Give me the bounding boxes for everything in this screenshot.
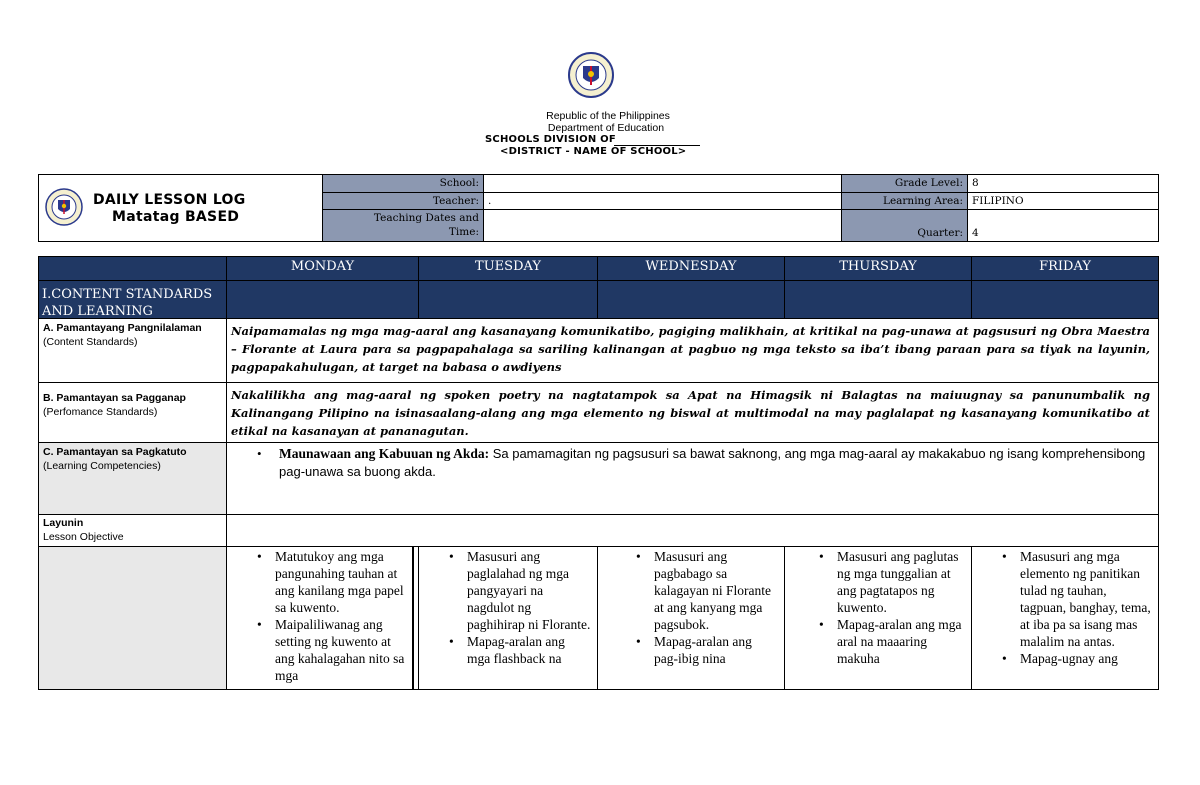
row-label-bold: A. Pamantayang Pangnilalaman — [43, 322, 202, 334]
objectives-label-cell — [39, 547, 227, 689]
teaching-dates-field[interactable] — [484, 210, 842, 241]
section-cell-friday — [972, 281, 1158, 319]
objective-item: • Mapag-ugnay ang — [998, 650, 1154, 667]
country-line: Republic of the Philippines — [546, 110, 670, 122]
section-content-standards — [39, 281, 227, 319]
objective-item: • Mapag-aralan ang mga aral na maaaring makuha — [815, 616, 965, 667]
objective-item: • Maipaliliwanag ang setting ng kuwento at ang kahalagahan nito sa mga — [253, 616, 406, 684]
competency-text: Sa pamamagitan ng pagsusuri sa bawat saknong, ang mga mag-aaral ay makakabuo ng isang komprehensibong pag-unawa sa buong akda. — [279, 446, 1146, 479]
objective-item: • Mapag-aralan ang mga flashback na — [445, 633, 591, 667]
objectives-list-friday — [998, 548, 1154, 667]
quarter-label: Quarter: — [842, 210, 968, 241]
section-title-line1: I.CONTENT STANDARDS — [42, 287, 213, 302]
day-header-thursday: THURSDAY — [785, 257, 972, 281]
row-label-performance-standards — [39, 383, 227, 443]
objective-item: • Masusuri ang pagbabago sa kalagayan ni Florante at ang kanyang mga pagsubok. — [632, 548, 778, 633]
school-label: School: — [323, 175, 484, 193]
lesson-objective-cell — [227, 515, 1158, 547]
objectives-tuesday — [419, 547, 598, 689]
teaching-dates-label — [323, 210, 484, 241]
objective-item: • Mapag-aralan ang pag-ibig nina — [632, 633, 778, 667]
competency-heading: Maunawaan ang Kabuuan ng Akda: — [279, 446, 490, 461]
content-standards-text: Naipamamalas ng mga mag-aaral ang kasanayang komunikatibo, pagiging malikhain, at kritikal na pag-unawa at pagsusuri ng Obra Maestra – Florante at Laura para sa pagpapahalaga sa sariling kalinangan at pagbuo ng mga teksto sa iba’t ibang paraan para sa tiyak na layunin, pagpapakahulugan, at target na babasa o awdiyens — [227, 319, 1158, 383]
objective-item: • Masusuri ang paglutas ng mga tunggalian at ang pagtatapos ng kuwento. — [815, 548, 965, 616]
row-label-sub: Lesson Objective — [43, 531, 124, 543]
learning-area-field[interactable]: FILIPINO — [968, 193, 1158, 210]
section-cell-monday — [227, 281, 419, 319]
row-label-learning-competencies — [39, 443, 227, 515]
objectives-wednesday — [598, 547, 785, 689]
header-corner-cell — [39, 257, 227, 281]
learning-competency-item — [253, 445, 1150, 481]
performance-standards-text: Nakalilikha ang mag-aaral ng spoken poetry na nagtatampok sa Apat na Himagsik ni Balagtas na maiuugnay sa panunumbalik ng Kalinangang Pilipino na isinasaalang-alang ang mga elemento ng biswal at multimodal na may paglalapat ng kasanayang komunikatibo at etikal na kasanayan at pananagutan. — [227, 383, 1158, 443]
district-label: <DISTRICT - NAME OF SCHOOL> — [500, 146, 687, 157]
objectives-friday — [972, 547, 1158, 689]
row-label-sub: (Perfomance Standards) — [43, 406, 158, 418]
schools-division-label: SCHOOLS DIVISION OF — [485, 134, 616, 145]
row-label-bold: B. Pamantayan sa Pagganap — [43, 392, 186, 404]
row-label-bold: C. Pamantayan sa Pagkatuto — [43, 446, 187, 458]
objective-item: • Masusuri ang mga elemento ng panitikan tulad ng tauhan, tagpuan, banghay, tema, at iba pa sa isang mas malalim na antas. — [998, 548, 1154, 650]
learning-area-label: Learning Area: — [842, 193, 968, 210]
lesson-info-box — [38, 174, 1159, 242]
row-label-sub: (Learning Competencies) — [43, 460, 161, 472]
dll-title — [93, 192, 246, 226]
objectives-list-tuesday — [445, 548, 591, 667]
row-label-content-standards — [39, 319, 227, 383]
teacher-label: Teacher: — [323, 193, 484, 210]
learning-competencies-cell — [227, 443, 1158, 515]
quarter-field[interactable]: 4 — [972, 227, 979, 239]
section-cell-thursday — [785, 281, 972, 319]
teaching-dates-label-line2: Time: — [448, 226, 479, 238]
deped-seal-small-logo — [44, 185, 84, 229]
title-block — [39, 175, 323, 241]
bullet-icon: • — [257, 446, 262, 461]
objectives-list-monday — [253, 548, 406, 684]
objective-item: • Matutukoy ang mga pangunahing tauhan at ang kanilang mga papel sa kuwento. — [253, 548, 406, 616]
teaching-dates-label-line1: Teaching Dates and — [373, 212, 479, 224]
row-label-lesson-objective — [39, 515, 227, 547]
section-cell-wednesday — [598, 281, 785, 319]
row-label-sub: (Content Standards) — [43, 336, 138, 348]
lesson-log-table — [38, 256, 1159, 690]
day-header-tuesday: TUESDAY — [419, 257, 598, 281]
objectives-list-thursday — [815, 548, 965, 667]
grade-level-label: Grade Level: — [842, 175, 968, 193]
objectives-thursday — [785, 547, 972, 689]
objective-item: • Masusuri ang paglalahad ng mga pangyayari na nagdulot ng paghihirap ni Florante. — [445, 548, 591, 633]
school-field[interactable] — [484, 175, 842, 193]
teacher-field[interactable]: . — [484, 193, 842, 210]
dll-title-line1: DAILY LESSON LOG — [93, 192, 246, 208]
department-line: Department of Education — [547, 122, 665, 134]
deped-seal-logo — [565, 52, 617, 98]
day-header-wednesday: WEDNESDAY — [598, 257, 785, 281]
dll-title-line2: Matatag BASED — [112, 209, 240, 225]
section-title-line2: AND LEARNING — [42, 304, 153, 319]
day-header-friday: FRIDAY — [972, 257, 1158, 281]
row-label-bold: Layunin — [43, 517, 84, 529]
section-cell-tuesday — [419, 281, 598, 319]
day-header-monday: MONDAY — [227, 257, 419, 281]
objectives-list-wednesday — [632, 548, 778, 667]
objectives-monday — [227, 547, 413, 689]
grade-level-field[interactable]: 8 — [968, 175, 1158, 193]
